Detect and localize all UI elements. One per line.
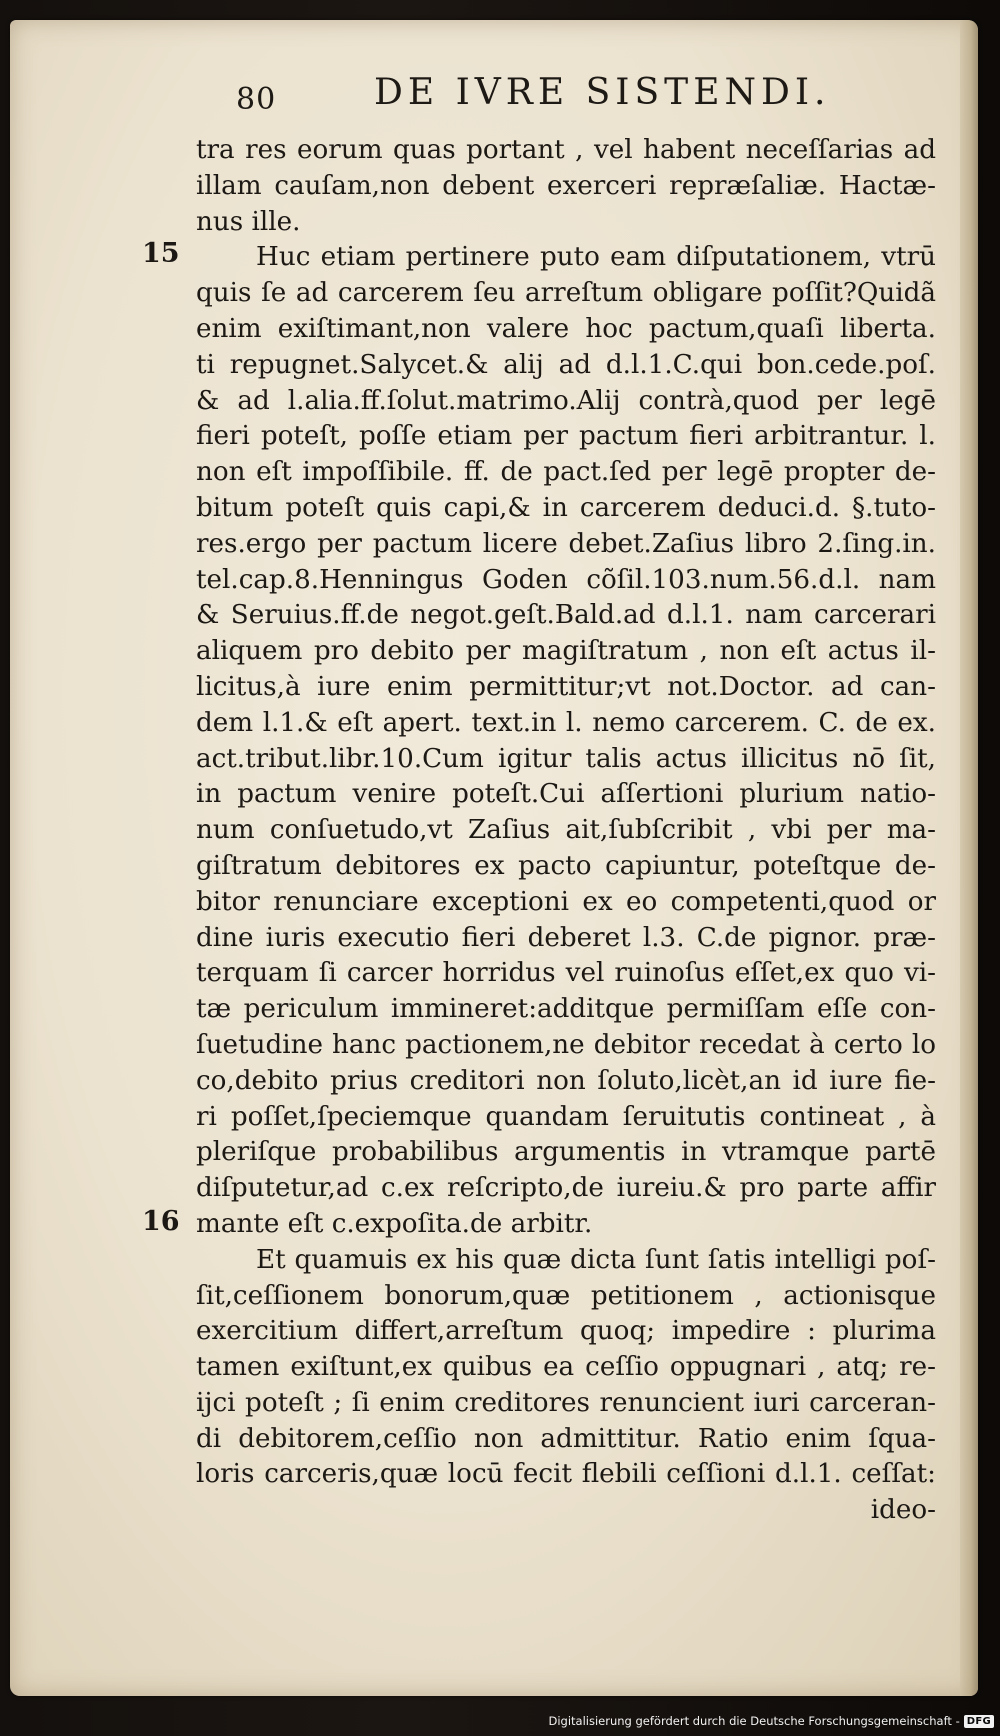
text-line: & ad l.alia.ff.ſolut.matrimo.Alij contrà,quod per legē (196, 385, 936, 416)
text-line: ti repugnet.Salycet.& alij ad d.l.1.C.qui bon.cede.poſ. (196, 349, 936, 380)
text-line: nus ille. (196, 206, 301, 237)
text-line: quis ſe ad carcerem ſeu arreſtum obligare poſſit?Quidã (196, 278, 936, 309)
text-line: tra res eorum quas portant , vel habent neceſſarias ad (196, 135, 936, 165)
text-line: tamen exiſtunt,ex quibus ea ceſſio oppugnari , atq; re- (196, 1352, 936, 1383)
text-block (196, 133, 936, 1529)
catchword: ideo- (870, 1495, 936, 1526)
text-line: res.ergo per pactum licere debet.Zaſius libro 2.ſing.in. (196, 528, 936, 559)
text-line: co,debito prius creditori non ſoluto,licèt,an id iure fie- (196, 1065, 936, 1096)
text-line: in pactum venire poteſt.Cui aſſertioni plurium natio- (196, 779, 936, 810)
text-line: illam cauſam,non debent exerceri repræſaliæ. Hactæ- (196, 170, 936, 201)
text-line: num conſuetudo,vt Zaſius ait,ſubſcribit , vbi per ma- (196, 815, 936, 846)
text-line: pleriſque probabilibus argumentis in vtramque partē (196, 1137, 936, 1168)
text-line: Huc etiam pertinere puto eam diſputationem, vtrū (256, 242, 936, 273)
text-line: tel.cap.8.Henningus Goden cõſil.103.num.56.d.l. nam (196, 564, 936, 595)
text-line: terquam ſi carcer horridus vel ruinoſus eſſet,ex quo vi- (196, 958, 936, 989)
text-line: Et quamuis ex his quæ dicta ſunt ſatis intelligi poſ- (256, 1244, 936, 1275)
text-line: bitum poteſt quis capi,& in carcerem deduci.d. §.tuto- (196, 492, 936, 523)
text-line: ſit,ceſſionem bonorum,quæ petitionem , actionisque (196, 1280, 936, 1311)
text-line: & Seruius.ff.de negot.geſt.Bald.ad d.l.1. nam carcerari (196, 600, 936, 631)
footer-credit: Digitalisierung gefördert durch die Deutsche Forschungsgemeinschaft - (548, 1714, 960, 1728)
text-line: exercitium differt,arreſtum quoq; impedire : plurima (196, 1316, 936, 1347)
text-line: dine iuris executio fieri deberet l.3. C.de pignor. præ- (196, 922, 936, 953)
text-line: tæ periculum immineret:additque permiſſam eſſe con- (196, 994, 936, 1025)
text-line: dem l.1.& eſt apert. text.in l. nemo carcerem. C. de ex. (196, 707, 936, 738)
text-line: bitor renunciare exceptioni ex eo competenti,quod or (196, 886, 936, 917)
text-line: mante eſt c.expoſita.de arbitr. (196, 1208, 593, 1239)
text-line: licitus,à iure enim permittitur;vt not.Doctor. ad can- (196, 671, 936, 702)
page-heading: DE IVRE SISTENDI. (374, 72, 831, 113)
margin-note-15: 15 (142, 238, 180, 269)
margin-note-16: 16 (142, 1206, 180, 1237)
text-line: act.tribut.libr.10.Cum igitur talis actus illicitus nō ſit, (196, 743, 936, 774)
page-fore-edge (960, 20, 978, 1696)
text-line: ijci poteſt ; ſi enim creditores renuncient iuri carceran- (196, 1387, 936, 1418)
text-line: giſtratum debitores ex pacto capiuntur, poteſtque de- (196, 850, 936, 881)
dfg-logo-icon: DFG (964, 1715, 994, 1728)
text-line: diſputetur,ad c.ex reſcripto,de iureiu.& pro parte affir (196, 1173, 936, 1204)
text-line: fieri poteſt, poſſe etiam per pactum fieri arbitrantur. l. (196, 421, 936, 452)
text-line: ſuetudine hanc pactionem,ne debitor recedat à certo lo (196, 1029, 936, 1060)
text-line: loris carceris,quæ locū fecit flebili ceſſioni d.l.1. ceſſat: (196, 1459, 936, 1490)
text-line: ri poſſet,ſpeciemque quandam ſeruitutis contineat , à (196, 1101, 936, 1132)
text-line: aliquem pro debito per magiſtratum , non eſt actus il- (196, 636, 936, 667)
digitization-footer (548, 1710, 994, 1732)
page-number: 80 (236, 82, 277, 117)
text-line: enim exiſtimant,non valere hoc pactum,quaſi liberta. (196, 313, 936, 344)
text-line: di debitorem,ceſſio non admittitur. Ratio enim ſqua- (196, 1423, 936, 1454)
running-head (236, 72, 936, 128)
text-line: non eſt impoſſibile. ff. de pact.ſed per legē propter de- (196, 457, 936, 488)
